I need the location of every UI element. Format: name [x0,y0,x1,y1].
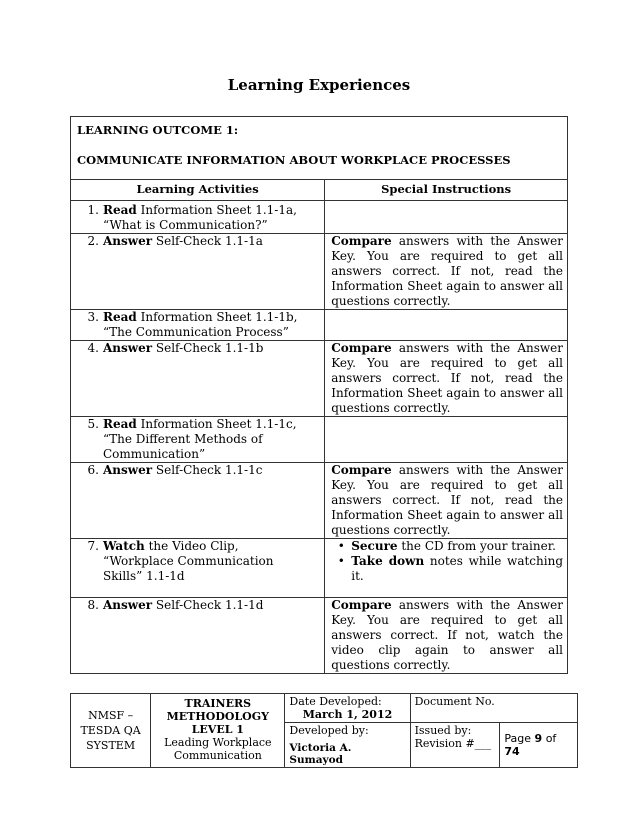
instruction-text: answers with the Answer Key. You are required to get all answers correct. If not, read the Information Sheet again to answer all questions correctly. [331,463,563,537]
activity-text: the Video Clip, “Workplace Communication Skills” 1.1-1d [103,539,274,583]
activities-header: Learning Activities [71,180,325,201]
footer-date-label: Date Developed: [289,695,382,708]
activity-text: Information Sheet 1.1-1c, “The Different Methods of Communication” [103,417,297,461]
item-number: 4. [87,341,99,355]
page-of: of [542,732,557,745]
bullet-bold: Secure [351,539,398,553]
activity-text: Self-Check 1.1-1b [152,341,264,355]
instruction-text: answers with the Answer Key. You are required to get all answers correct. If not, read the Information Sheet again to answer all questions correctly. [331,234,563,308]
activity-verb: Answer [103,341,153,355]
instruction-verb: Compare [331,234,392,248]
footer-revision-label: Revision #___ [414,737,492,750]
bullet-text: the CD from your trainer. [397,539,556,553]
instruction-text: answers with the Answer Key. You are required to get all answers correct. If not, watch the video clip again to answer all questions correctly. [331,598,563,672]
outcome-label: LEARNING OUTCOME 1: [77,123,239,137]
table-row [71,234,568,310]
activity-text: Self-Check 1.1-1a [152,234,263,248]
bullet-icon: • [337,554,345,568]
table-row [71,463,568,539]
activity-verb: Answer [103,463,153,477]
page-number: 9 [534,732,543,745]
activity-verb: Read [103,310,137,324]
bullet-item [331,554,563,584]
table-row [71,598,568,674]
outcome-description: COMMUNICATE INFORMATION ABOUT WORKPLACE PROCESSES [77,153,511,167]
instruction-text: answers with the Answer Key. You are required to get all answers correct. If not, read the Information Sheet again to answer all questions correctly. [331,341,563,415]
table-row [71,310,568,341]
footer-date-value: March 1, 2012 [302,708,393,721]
page-prefix: Page [504,732,535,745]
table-row [71,417,568,463]
item-number: 2. [87,234,99,248]
bullet-icon: • [337,539,345,553]
item-number: 5. [87,417,99,431]
header-row [71,180,568,201]
outcome-row [71,117,568,180]
footer-level: LEVEL 1 [191,723,244,736]
instruction-verb: Compare [331,463,392,477]
instruction-verb: Compare [331,341,392,355]
table-row [71,539,568,598]
outcome-cell [71,117,568,180]
footer-module: Leading Workplace Communication [164,736,272,762]
activity-text: Self-Check 1.1-1d [152,598,264,612]
instruction-cell-empty [325,201,568,234]
activity-verb: Read [103,417,137,431]
item-number: 8. [87,598,99,612]
footer-date-cell [285,694,410,723]
footer-dev-cell [285,723,410,768]
footer-course-cell [151,694,285,768]
activity-verb: Watch [103,539,145,553]
bullet-text: notes while watching it. [351,554,564,583]
document-footer [70,693,578,768]
activity-text: Self-Check 1.1-1c [152,463,263,477]
activity-verb: Answer [103,234,153,248]
item-number: 6. [87,463,99,477]
item-number: 7. [87,539,99,553]
page-title: Learning Experiences [227,76,411,94]
footer-issued-cell [410,723,500,768]
item-number: 1. [87,203,99,217]
instruction-cell-empty [325,310,568,341]
activity-verb: Answer [103,598,153,612]
table-row [71,341,568,417]
bullet-item [331,539,563,554]
activity-text: Information Sheet 1.1-1a, “What is Communication?” [103,203,297,232]
page-total: 74 [504,745,520,758]
learning-table [70,116,568,674]
footer-dev-label: Developed by: [289,724,369,737]
instruction-bullets [331,539,563,584]
table-row [71,201,568,234]
footer-doc-no: Document No. [410,694,577,723]
activity-text: Information Sheet 1.1-1b, “The Communication Process” [103,310,298,339]
activity-verb: Read [103,203,137,217]
instruction-cell-empty [325,417,568,463]
instructions-header: Special Instructions [325,180,568,201]
item-number: 3. [87,310,99,324]
instruction-verb: Compare [331,598,392,612]
footer-issued-label: Issued by: [414,724,472,737]
footer-page-cell [500,723,578,768]
bullet-bold: Take down [351,554,425,568]
footer-course: TRAINERS METHODOLOGY [166,697,270,723]
footer-org: NMSF – TESDA QA SYSTEM [71,694,151,768]
footer-dev-value: Victoria A. Sumayod [289,742,352,766]
